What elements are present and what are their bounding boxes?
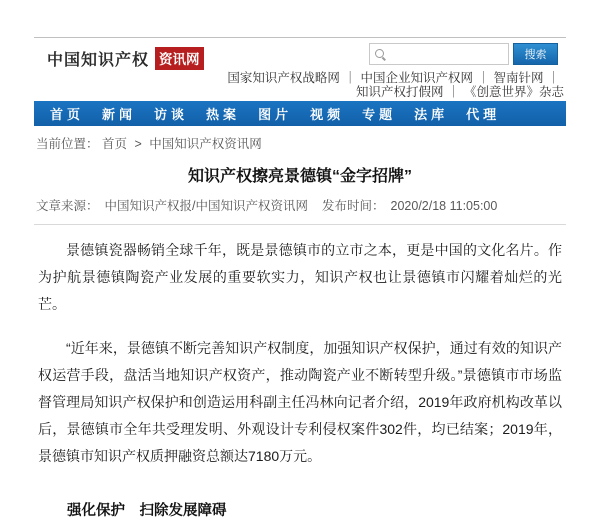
breadcrumb-label: 当前位置： — [36, 137, 99, 151]
nav-item-hot-cases[interactable]: 热案 — [206, 107, 241, 122]
article — [34, 163, 566, 520]
source-label: 文章来源： — [36, 199, 99, 213]
nav-item-interview[interactable]: 访谈 — [154, 107, 189, 122]
link-separator: ｜ — [476, 71, 490, 85]
nav-item-home[interactable]: 首页 — [50, 107, 85, 122]
partner-link[interactable]: 智南针网 — [493, 71, 544, 85]
nav-item-topics[interactable]: 专题 — [362, 107, 397, 122]
link-separator: ｜ — [547, 71, 560, 85]
publish-time-value: 2020/2/18 11:05:00 — [390, 199, 498, 213]
site-logo[interactable] — [47, 47, 204, 70]
search-box — [369, 43, 509, 65]
link-separator: ｜ — [343, 71, 357, 85]
partner-link[interactable]: 《创意世界》杂志 — [463, 85, 564, 99]
partner-link[interactable]: 国家知识产权战略网 — [227, 71, 340, 85]
partner-links — [34, 71, 566, 99]
search-button[interactable]: 搜索 — [513, 43, 558, 65]
partner-link[interactable]: 知识产权打假网 — [355, 85, 444, 99]
nav-item-law-library[interactable]: 法库 — [414, 107, 449, 122]
link-separator: ｜ — [447, 85, 460, 99]
search-bar — [369, 43, 558, 65]
breadcrumb-separator: > — [134, 137, 142, 151]
breadcrumb — [34, 126, 566, 157]
article-subheading: 强化保护 扫除发展障碍 — [67, 503, 227, 519]
article-paragraph: 景德镇瓷器畅销全球千年，既是景德镇市的立市之本，更是中国的文化名片。作为护航景德镇陶瓷产业发展的重要软实力，知识产权也让景德镇市闪耀着灿烂的光芒。 — [38, 242, 562, 312]
main-nav — [34, 101, 566, 126]
breadcrumb-current: 中国知识产权资讯网 — [149, 137, 262, 151]
nav-item-news[interactable]: 新闻 — [102, 107, 137, 122]
partner-link[interactable]: 中国企业知识产权网 — [360, 71, 473, 85]
search-icon — [375, 49, 384, 58]
source-value: 中国知识产权报/中国知识产权资讯网 — [104, 199, 308, 213]
nav-item-agency[interactable]: 代理 — [466, 107, 501, 122]
site-badge: 资讯网 — [155, 47, 204, 70]
breadcrumb-home-link[interactable]: 首页 — [102, 137, 128, 151]
site-header — [34, 38, 566, 68]
article-meta — [34, 196, 566, 225]
page-container — [34, 37, 566, 520]
article-body — [34, 237, 566, 470]
article-title: 知识产权擦亮景德镇“金字招牌” — [187, 168, 412, 185]
search-input[interactable] — [388, 44, 508, 64]
site-name: 中国知识产权 — [47, 52, 150, 69]
article-paragraph: “近年来，景德镇不断完善知识产权制度，加强知识产权保护，通过有效的知识产权运营手段，盘活当地知识产权资产，推动陶瓷产业不断转型升级。”景德镇市市场监督管理局知识产权保护和创造运用科副主任冯林向记者介绍，2019年政府机构改革以后，景德镇市全年共受理发明、外观设计专利侵权案件302件，均已结案；2019年，景德镇市知识产权质押融资总额达7180万元。 — [38, 340, 562, 464]
publish-time-label: 发布时间： — [322, 199, 385, 213]
nav-item-pictures[interactable]: 图片 — [258, 107, 293, 122]
nav-item-video[interactable]: 视频 — [310, 107, 345, 122]
